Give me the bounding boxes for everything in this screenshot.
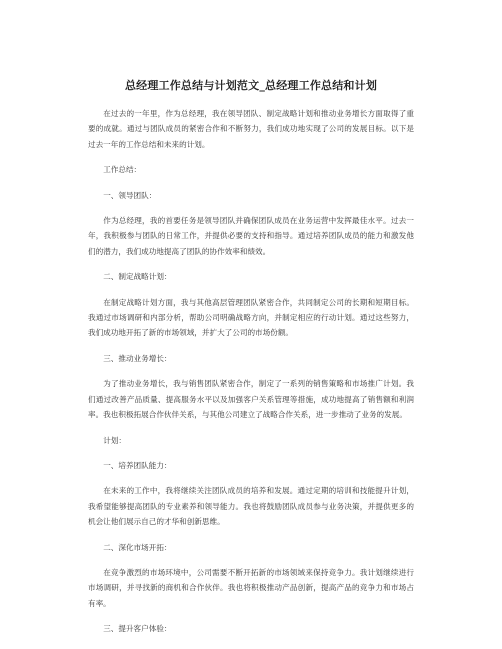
plan-heading: 计划： bbox=[103, 435, 126, 445]
document-title: 总经理工作总结与计划范文_总经理工作总结和计划 bbox=[124, 79, 378, 92]
summary-heading: 工作总结： bbox=[103, 165, 142, 175]
summary-section-1-heading: 一、领导团队： bbox=[103, 190, 157, 200]
summary-section-3-heading: 三、推动业务增长： bbox=[103, 353, 172, 363]
summary-section-2-heading: 二、制定战略计划： bbox=[103, 272, 172, 282]
plan-section-2-heading: 二、深化市场开拓： bbox=[103, 542, 172, 552]
summary-section-3-text: 为了推动业务增长，我与销售团队紧密合作，制定了一系列的销售策略和市场推广计划。我们通过改善产品质量、提高服务水平以及加强客户关系管理等措施，成功地提高了销售额和利润率。我也积极拓展合作伙伴关系，与其他公司建立了战略合作关系，进一步推动了业务的发展。 bbox=[88, 379, 414, 420]
plan-section-2-text: 在竞争激烈的市场环境中，公司需要不断开拓新的市场领域来保持竞争力。我计划继续进行市场调研，并寻找新的商机和合作伙伴。我也将积极推动产品创新，提高产品的竞争力和市场占有率。 bbox=[88, 567, 414, 608]
plan-section-3-heading: 三、提升客户体验： bbox=[103, 624, 172, 634]
plan-section-1-heading: 一、培养团队能力： bbox=[103, 460, 172, 470]
summary-section-2-text: 在制定战略计划方面，我与其他高层管理团队紧密合作，共同制定公司的长期和短期目标。我通过市场调研和内部分析，帮助公司明确战略方向，并制定相应的行动计划。通过这些努力，我们成功地开拓了新的市场领域，并扩大了公司的市场份额。 bbox=[88, 297, 414, 338]
summary-section-1-text: 作为总经理，我的首要任务是领导团队并确保团队成员在业务运营中发挥最佳水平。过去一年，我积极参与团队的日常工作，并提供必要的支持和指导。通过培养团队成员的能力和激发他们的潜力，我们成功地提高了团队的协作效率和绩效。 bbox=[88, 216, 414, 256]
intro-paragraph: 在过去的一年里，作为总经理，我在领导团队、制定战略计划和推动业务增长方面取得了重要的成就。通过与团队成员的紧密合作和不断努力，我们成功地实现了公司的发展目标。以下是过去一年的工作总结和未来的计划。 bbox=[88, 109, 414, 149]
plan-section-1-text: 在未来的工作中，我将继续关注团队成员的培养和发展。通过定期的培训和技能提升计划，我希望能够提高团队的专业素养和领导能力。我也将鼓励团队成员参与业务决策，并提供更多的机会让他们展示自己的才华和创新思维。 bbox=[88, 486, 414, 527]
